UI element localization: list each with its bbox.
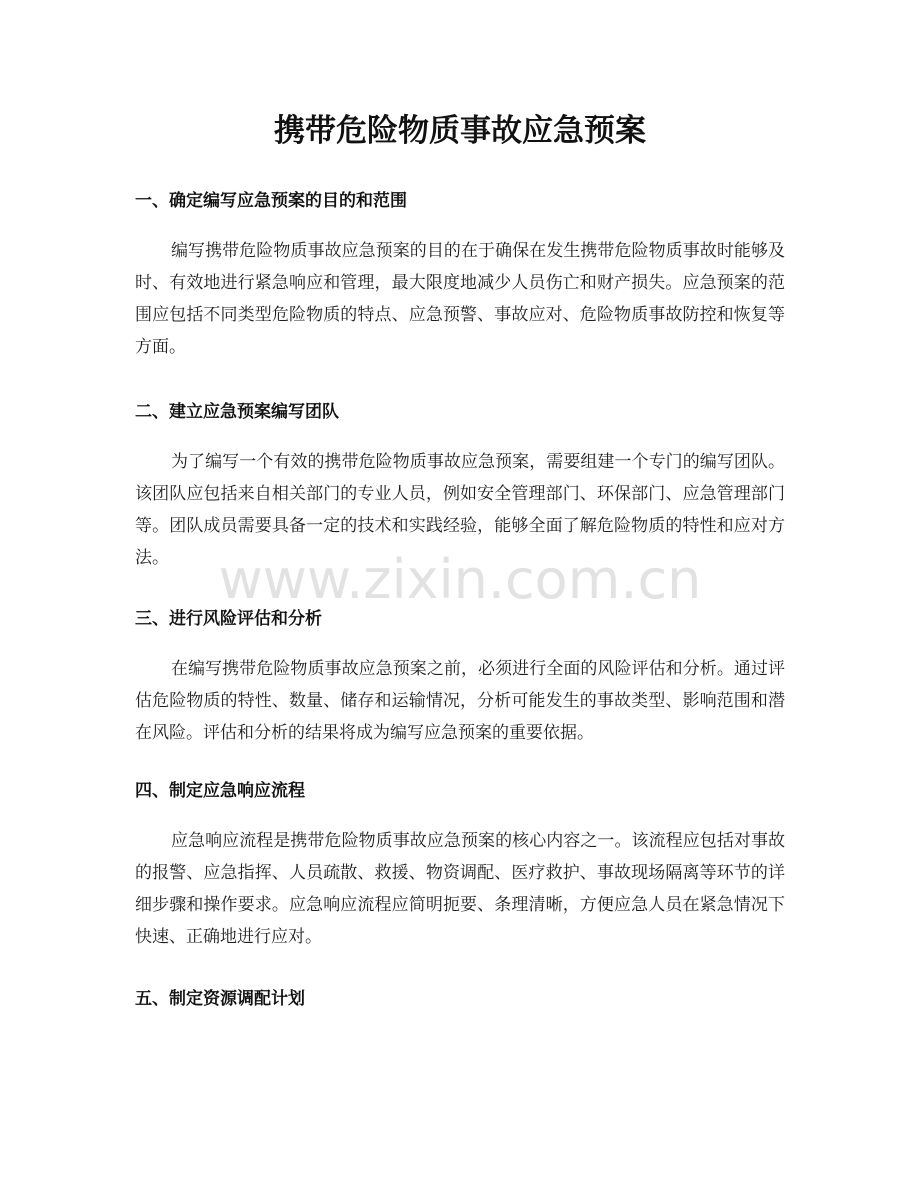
section-team [135,399,785,574]
section-paragraph: 为了编写一个有效的携带危险物质事故应急预案，需要组建一个专门的编写团队。该团队应包括来自相关部门的专业人员，例如安全管理部门、环保部门、应急管理部门等。团队成员需要具备一定的技术和实践经验，能够全面了解危险物质的特性和应对方法。 [135,452,785,568]
watermark-text: www.zixin.com.cn [218,548,702,611]
section-heading: 四、制定应急响应流程 [135,781,305,801]
section-purpose-scope [135,188,785,363]
section-risk-assessment [135,606,785,749]
section-resource-plan [135,986,785,1012]
section-paragraph: 编写携带危险物质事故应急预案的目的在于确保在发生携带危险物质事故时能够及时、有效地进行紧急响应和管理，最大限度地减少人员伤亡和财产损失。应急预案的范围应包括不同类型危险物质的特点、应急预警、事故应对、危险物质事故防控和恢复等方面。 [135,241,785,357]
section-heading: 三、进行风险评估和分析 [135,609,322,629]
section-heading: 二、建立应急预案编写团队 [135,402,339,422]
section-paragraph: 在编写携带危险物质事故应急预案之前，必须进行全面的风险评估和分析。通过评估危险物质的特性、数量、储存和运输情况，分析可能发生的事故类型、影响范围和潜在风险。评估和分析的结果将成为编写应急预案的重要依据。 [135,659,785,743]
section-heading: 一、确定编写应急预案的目的和范围 [135,191,407,211]
document-title: 携带危险物质事故应急预案 [274,113,646,149]
section-heading: 五、制定资源调配计划 [135,989,305,1009]
section-paragraph: 应急响应流程是携带危险物质事故应急预案的核心内容之一。该流程应包括对事故的报警、应急指挥、人员疏散、救援、物资调配、医疗救护、事故现场隔离等环节的详细步骤和操作要求。应急响应流程应简明扼要、条理清晰，方便应急人员在紧急情况下快速、正确地进行应对。 [135,831,785,947]
section-response-process [135,778,785,953]
